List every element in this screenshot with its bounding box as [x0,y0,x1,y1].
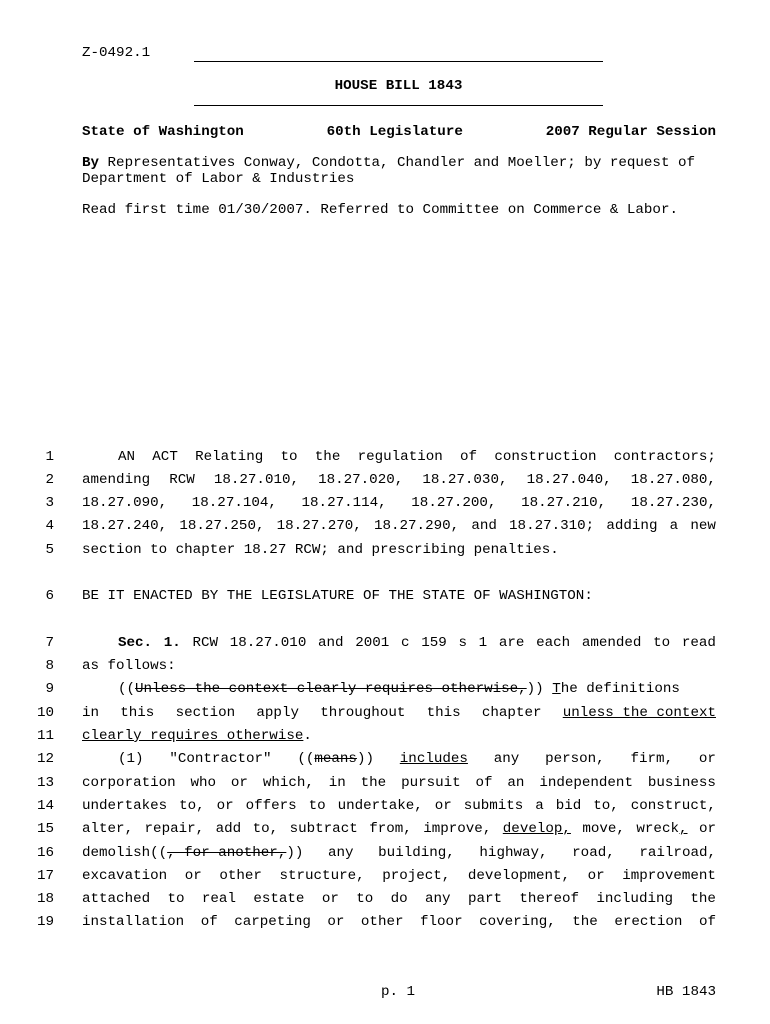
bill-text-segment: RCW [169,472,195,488]
bill-text-segment: s [458,635,467,651]
line-number: 3 [45,495,54,511]
bill-text-segment: he definitions [560,681,680,697]
bill-text-segment: BE IT ENACTED BY THE LEGISLATURE OF THE STATE OF WASHINGTON: [82,588,593,604]
bill-text-segment: or [184,868,202,884]
bill-text-segment: 18.27.270, [276,518,362,534]
bill-text-segment: ((means)) [297,751,374,767]
bill-text-segment: to [280,449,298,465]
bill-text-segment: apply [256,705,299,721]
bill-text-segment: amending [82,472,151,488]
bill-line [82,705,716,721]
bill-text-segment: the [690,891,716,907]
bill-text-segment: 1 [478,635,488,651]
bill-text-segment: 18.27.250, [179,518,265,534]
bill-text-segment: person, [545,751,605,767]
bill-text-segment: covering, [479,914,556,930]
bill-text-segment: installation [82,914,185,930]
line-number: 7 [45,635,54,651]
bill-text-segment: other [219,868,262,884]
bill-text-segment: thereof [519,891,579,907]
bill-text-segment [82,728,303,744]
bill-text-segment: ACT [152,449,178,465]
bill-text-segment: building, [378,845,455,861]
bill-text-segment: or [698,821,716,837]
line-number: 17 [36,868,54,884]
line-number: 2 [45,472,54,488]
bill-text-segment: this [120,705,155,721]
bill-text-segment: which, [262,775,314,791]
bill-text-segment: excavation [82,868,168,884]
bill-text-segment: or [698,751,716,767]
bill-text-segment: AN [118,449,136,465]
line-number: 6 [45,588,54,604]
bill-text-segment: railroad, [639,845,716,861]
bill-text-segment: to [308,798,326,814]
bill-text-segment: or [321,891,339,907]
bill-text-segment: section to chapter 18.27 RCW; and prescribing penalties. [82,542,559,558]
bill-text-segment: )) [526,681,553,697]
bill-text-segment: "Contractor" [169,751,272,767]
bill-text-segment: structure, [279,868,365,884]
header-rule-bottom [194,105,603,106]
bill-text-segment: any [328,845,354,861]
bill-text-segment: 18.27.290, [373,518,460,534]
bill-line [82,798,716,814]
bill-text-segment: throughout [320,705,406,721]
bill-text-segment [552,681,561,697]
sponsors-lead: By [82,155,100,171]
bill-text-segment: of [200,914,218,930]
line-number: 1 [45,449,54,465]
bill-text-segment: carpeting [234,914,311,930]
bill-text-segment: alter, [82,821,134,837]
bill-line [82,821,716,837]
bill-text-segment: 18.27.030, [422,472,508,488]
bill-text-segment: read [681,635,716,651]
line-number: 13 [36,775,54,791]
bill-text-segment: from, [369,821,412,837]
line-number: 19 [36,914,54,930]
bill-text-segment: c [401,635,410,651]
line-number: 10 [36,705,54,721]
bill-text-segment: other [360,914,404,930]
bill-text-segment: to [356,891,374,907]
bill-text-segment: pursuit [401,775,461,791]
bill-text-segment: of [698,914,716,930]
inserted-text: unless the context [562,705,716,721]
bill-text-segment: part [467,891,503,907]
bill-text-segment: improve, [423,821,492,837]
state-label: State of Washington [82,124,244,140]
bill-text-segment [164,635,181,651]
bill-line [82,914,716,930]
bill-text-segment: or [216,798,234,814]
bill-text-segment: 18.27.020, [318,472,404,488]
line-number: 4 [45,518,54,534]
bill-text-segment: improvement [622,868,716,884]
bill-text-segment: undertakes [82,798,168,814]
bill-text-segment: firm, [630,751,674,767]
footer-bill-id: HB 1843 [656,984,716,1000]
bill-text-segment: 18.27.210, [521,495,607,511]
legislature-label: 60th Legislature [326,124,463,140]
bill-text-segment: business [647,775,716,791]
bill-text-segment: to, [179,798,205,814]
bill-text-segment: of [460,449,478,465]
bill-line [82,775,716,791]
bill-text-segment: in [328,775,346,791]
bill-text-segment: 18.27.010, [213,472,299,488]
bill-text-segment: subtract [289,821,358,837]
line-number: 15 [36,821,54,837]
bill-text-segment: and [318,635,344,651]
bill-text-segment: and [471,518,497,534]
bill-text-segment: to [653,635,671,651]
bill-text-segment: add [215,821,242,837]
bill-text-segment: or [327,914,345,930]
bill-text-segment: each [536,635,571,651]
bill-text-segment: erection [614,914,683,930]
line-number: 16 [36,845,54,861]
bill-text-segment: corporation [82,775,176,791]
bill-text-segment: any [425,891,451,907]
bill-text-segment: or [434,798,452,814]
bill-text-segment: repair, [144,821,205,837]
bill-text-segment: construct, [630,798,716,814]
bill-text-segment: 159 [421,635,447,651]
session-line [82,124,716,140]
sponsors-text: Representatives Conway, Condotta, Chandler and Moeller; by request of Department of Labor & Industries [82,155,696,187]
bill-line [82,495,716,511]
bill-text-segment [118,635,152,651]
bill-text-segment: project, [382,868,451,884]
bill-text-segment: adding [606,518,658,534]
bill-text-segment: floor [420,914,463,930]
line-number: 8 [45,658,54,674]
bill-text-segment [400,751,468,767]
bill-text-segment: new [690,518,716,534]
bill-line [82,845,716,861]
bill-text-segment: chapter [481,705,542,721]
bill-text-segment: submits [463,798,524,814]
bill-line [82,635,716,651]
bill-text-segment: of [475,775,493,791]
line-number: 5 [45,542,54,558]
bill-draft-id: Z-0492.1 [82,45,151,61]
bill-text-segment: who [190,775,217,791]
bill-text-segment: 18.27.230, [630,495,716,511]
bill-text-segment: in [82,705,100,721]
session-label: 2007 Regular Session [545,124,716,140]
bill-text-segment: 18.27.040, [526,472,612,488]
bill-text-segment: including [596,891,673,907]
bill-text-segment: RCW [192,635,219,651]
bill-text-segment: this [426,705,461,721]
bill-line [82,728,716,744]
bill-text-segment: or [230,775,248,791]
bill-text-segment: a [669,518,679,534]
bill-text-segment: 18.27.090, [82,495,168,511]
bill-text-segment: 18.27.200, [411,495,497,511]
bill-text-segment: real [201,891,236,907]
bill-text-segment: . [303,728,312,744]
bill-text-segment: a [535,798,544,814]
bold-text: Sec. [118,635,153,651]
inserted-text: T [552,681,561,697]
bill-text-segment: (1) [118,751,144,767]
bill-text-segment [503,821,571,837]
bill-text-segment: regulation [357,449,443,465]
bill-text-segment: 18.27.240, [82,518,168,534]
inserted-text: clearly requires otherwise [82,728,304,744]
bill-text-segment: bid [555,798,582,814]
bill-text-segment: section [175,705,236,721]
line-number: 12 [36,751,54,767]
line-number: 11 [36,728,54,744]
bill-text-segment: highway, [479,845,548,861]
page-number: p. 1 [380,984,416,1000]
header-rule-top [194,61,603,62]
bill-text-segment: road, [572,845,615,861]
bill-text-segment: the [360,775,387,791]
bill-line [82,472,716,488]
bill-text-segment: any [493,751,520,767]
bill-text-segment: 18.27.104, [191,495,277,511]
bill-text-segment: 18.27.310; [509,518,595,534]
bill-text-segment: Relating [195,449,264,465]
line-number: 9 [45,681,54,697]
sponsors [82,155,716,187]
bill-text-segment: to, [593,798,619,814]
bill-text-segment: or [587,868,605,884]
bill-text-segment: do [390,891,408,907]
bill-text-segment: contractors; [613,449,716,465]
bold-text: 1. [163,635,181,651]
bill-line [82,751,716,767]
inserted-text: includes [399,751,468,767]
bill-text-segment: move, [582,821,625,837]
inserted-text: develop, [502,821,571,837]
bill-line [82,588,716,604]
bill-text-segment: the [314,449,341,465]
bill-text-segment [135,681,527,697]
bill-text-segment: (( [118,681,136,697]
line-number: 18 [36,891,54,907]
bill-line [82,518,716,534]
line-number: 14 [36,798,54,814]
bill-text-segment: development, [467,868,571,884]
bill-text-segment: an [507,775,525,791]
bill-line [82,658,716,674]
bill-text-segment: 2001 [355,635,390,651]
bill-text-segment: offers [245,798,297,814]
bill-line [82,681,752,697]
bill-text-segment: 18.27.080, [630,472,716,488]
bill-text-segment: wreck, [636,821,688,837]
bill-text-segment: 18.27.114, [301,495,387,511]
bill-text-segment: amended [581,635,642,651]
bill-text-segment: attached [82,891,151,907]
bill-line [82,542,716,558]
bill-text-segment: are [498,635,525,651]
bill-text-segment: undertake, [337,798,423,814]
bill-text-segment: independent [539,775,633,791]
bill-text-segment: 18.27.010 [229,635,307,651]
bill-title: HOUSE BILL 1843 [334,78,463,94]
bill-line [82,868,716,884]
bill-text-segment: demolish((, for another,)) [82,845,304,861]
bill-text-segment [563,705,716,721]
bill-text-segment: to [167,891,185,907]
bill-text-segment: to, [252,821,279,837]
bill-line [82,449,716,465]
first-read-note: Read first time 01/30/2007. Referred to Committee on Commerce & Labor. [82,202,678,218]
deleted-text: Unless the context clearly requires otherwise, [135,681,527,697]
bill-text-segment: the [572,914,598,930]
bill-text-segment: estate [253,891,305,907]
bill-text-segment: as follows: [82,658,176,674]
bill-line [82,891,716,907]
bill-text-segment: construction [494,449,597,465]
